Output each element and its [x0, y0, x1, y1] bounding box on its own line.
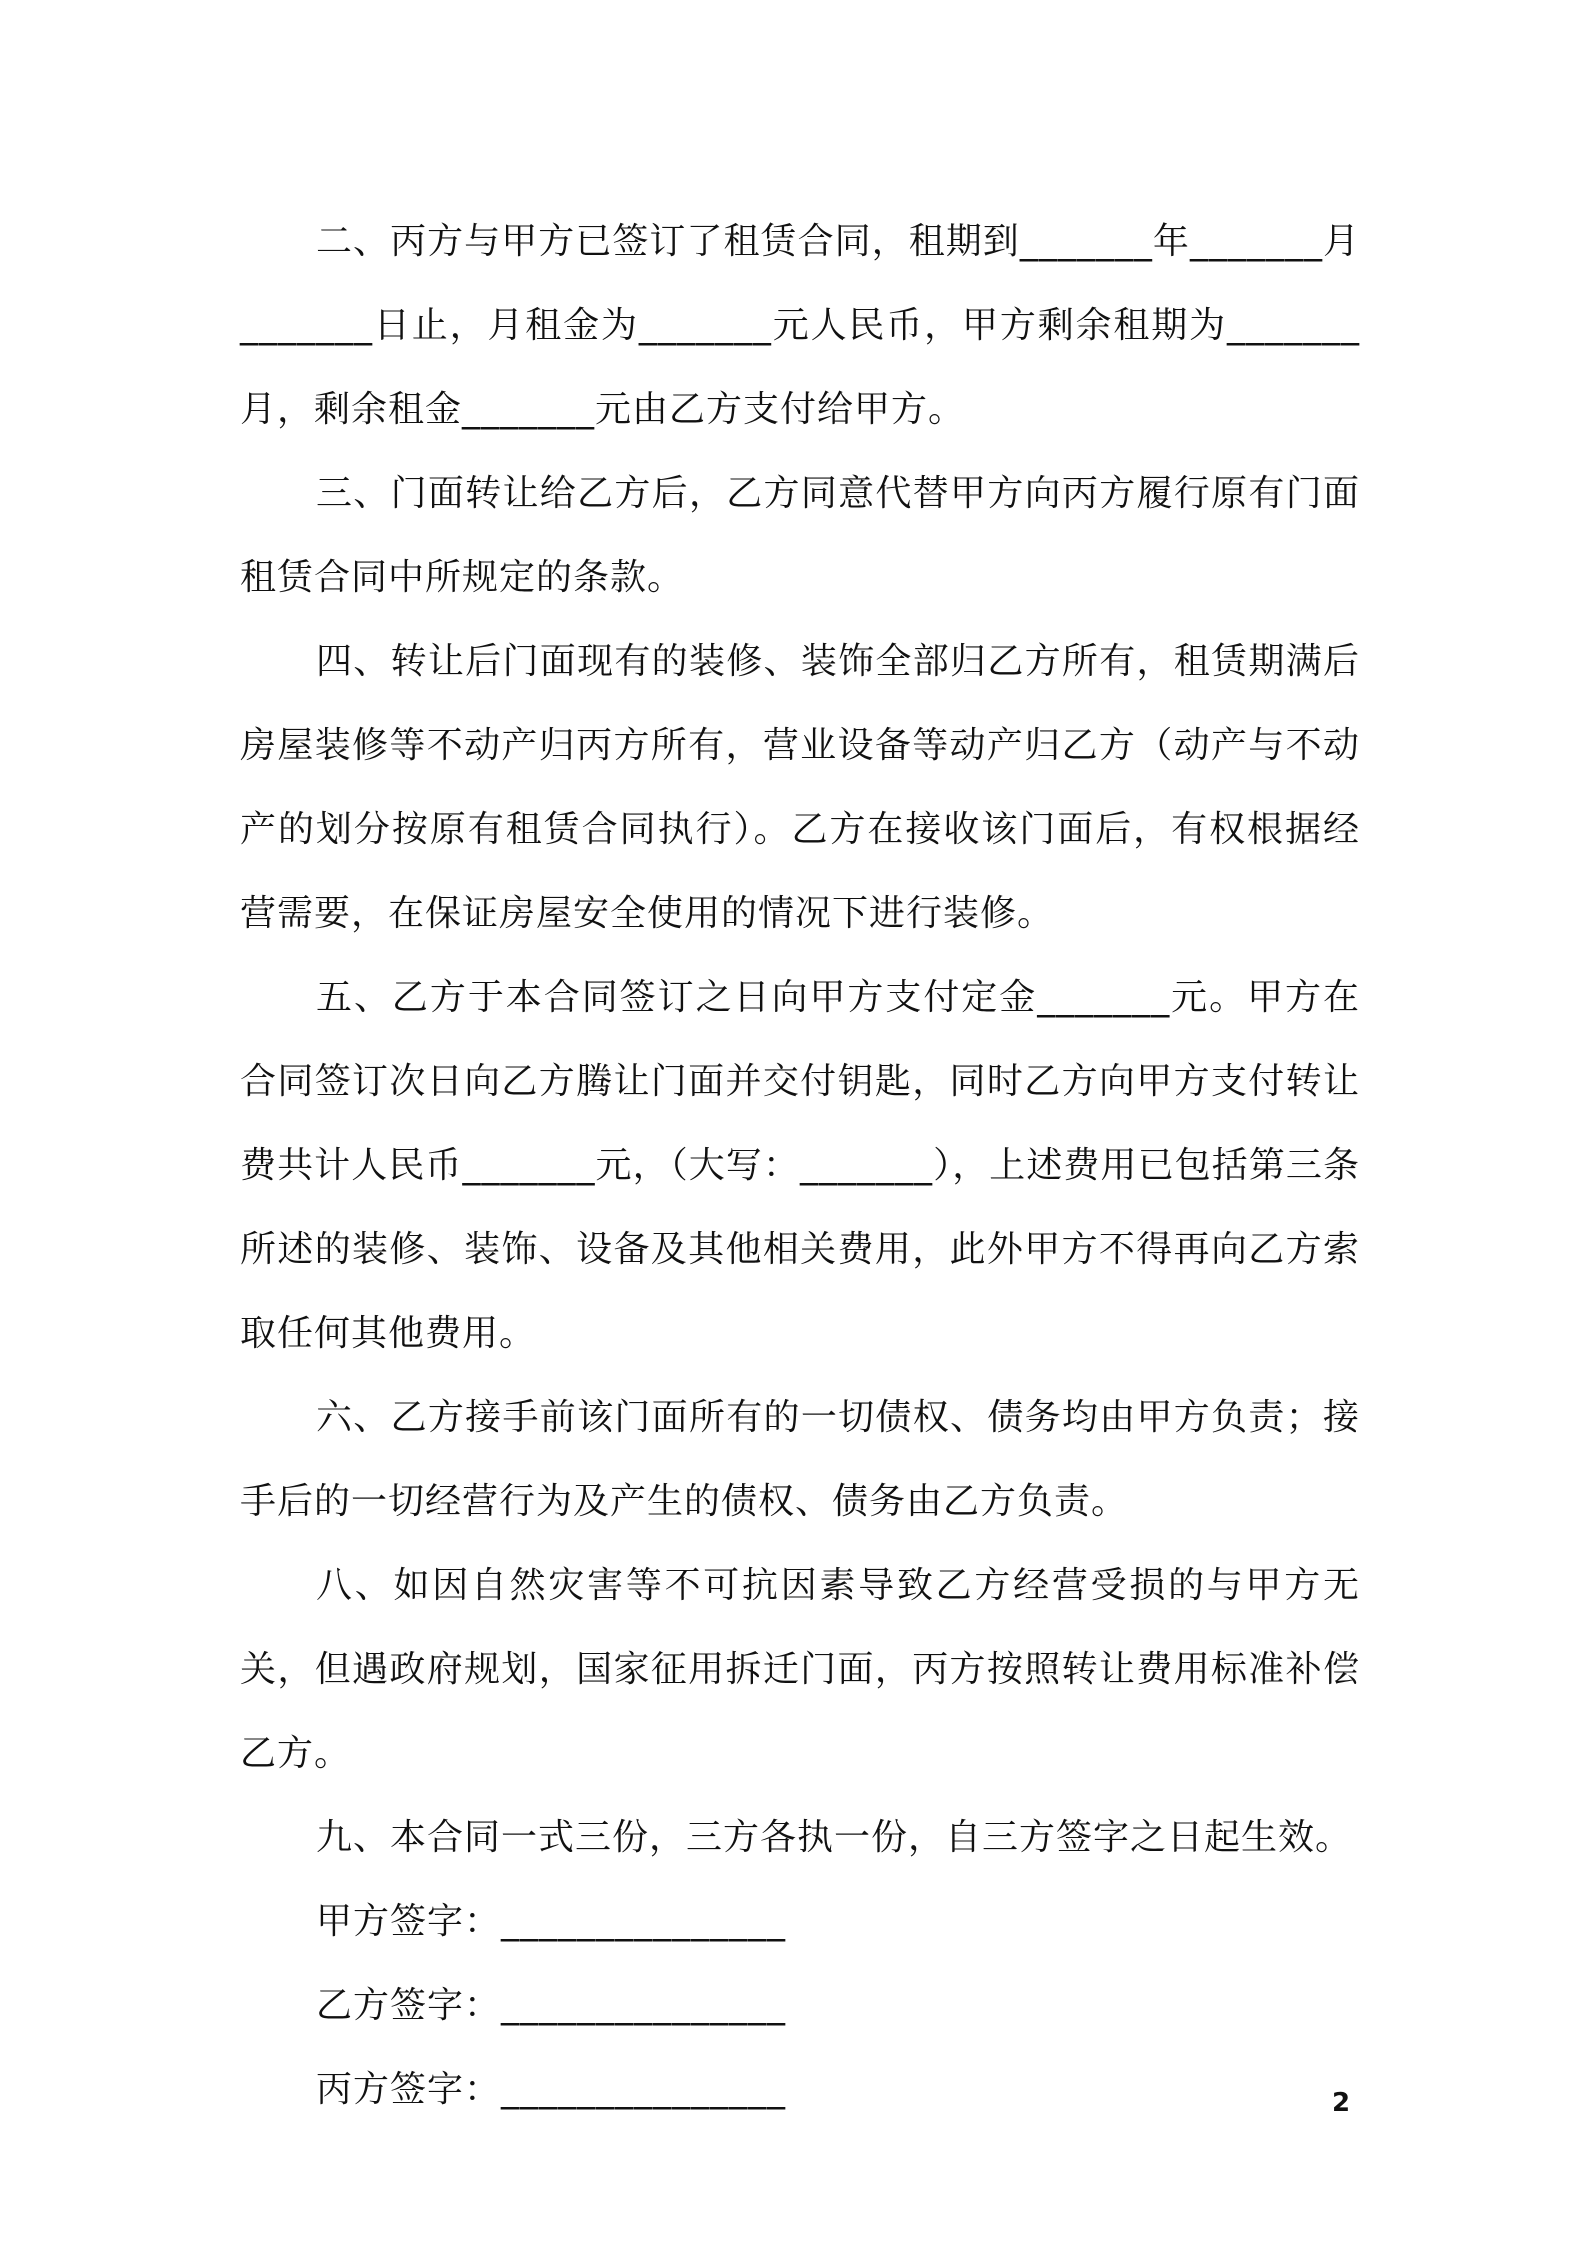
signature-party-b: 乙方签字：_______________ [316, 1985, 787, 2026]
contract-body [240, 200, 1360, 2132]
page-number: 2 [1332, 2088, 1351, 2118]
clause-9: 九、本合同一式三份，三方各执一份，自三方签字之日起生效。 [316, 1817, 1353, 1858]
signature-party-c: 丙方签字：_______________ [316, 2069, 787, 2110]
clause-4: 四、转让后门面现有的装修、装饰全部归乙方所有，租赁期满后房屋装修等不动产归丙方所有，营业设备等动产归乙方（动产与不动产的划分按原有租赁合同执行）。乙方在接收该门面后，有权根据经营需要，在保证房屋安全使用的情况下进行装修。 [240, 641, 1360, 934]
clause-5: 五、乙方于本合同签订之日向甲方支付定金_______元。甲方在合同签订次日向乙方腾让门面并交付钥匙，同时乙方向甲方支付转让费共计人民币_______元，（大写：_______），上述费用已包括第三条所述的装修、装饰、设备及其他相关费用，此外甲方不得再向乙方索取任何其他费用。 [240, 977, 1360, 1354]
clause-2: 二、丙方与甲方已签订了租赁合同，租期到_______年_______月_______日止，月租金为_______元人民币，甲方剩余租期为_______月，剩余租金_______元由乙方支付给甲方。 [240, 221, 1360, 430]
signature-block [240, 1880, 1360, 2132]
signature-party-a: 甲方签字：_______________ [316, 1901, 787, 1942]
clause-3: 三、门面转让给乙方后，乙方同意代替甲方向丙方履行原有门面租赁合同中所规定的条款。 [240, 473, 1360, 598]
clause-8: 八、如因自然灾害等不可抗因素导致乙方经营受损的与甲方无关，但遇政府规划，国家征用拆迁门面，丙方按照转让费用标准补偿乙方。 [240, 1565, 1360, 1774]
clause-6: 六、乙方接手前该门面所有的一切债权、债务均由甲方负责；接手后的一切经营行为及产生的债权、债务由乙方负责。 [240, 1397, 1360, 1522]
